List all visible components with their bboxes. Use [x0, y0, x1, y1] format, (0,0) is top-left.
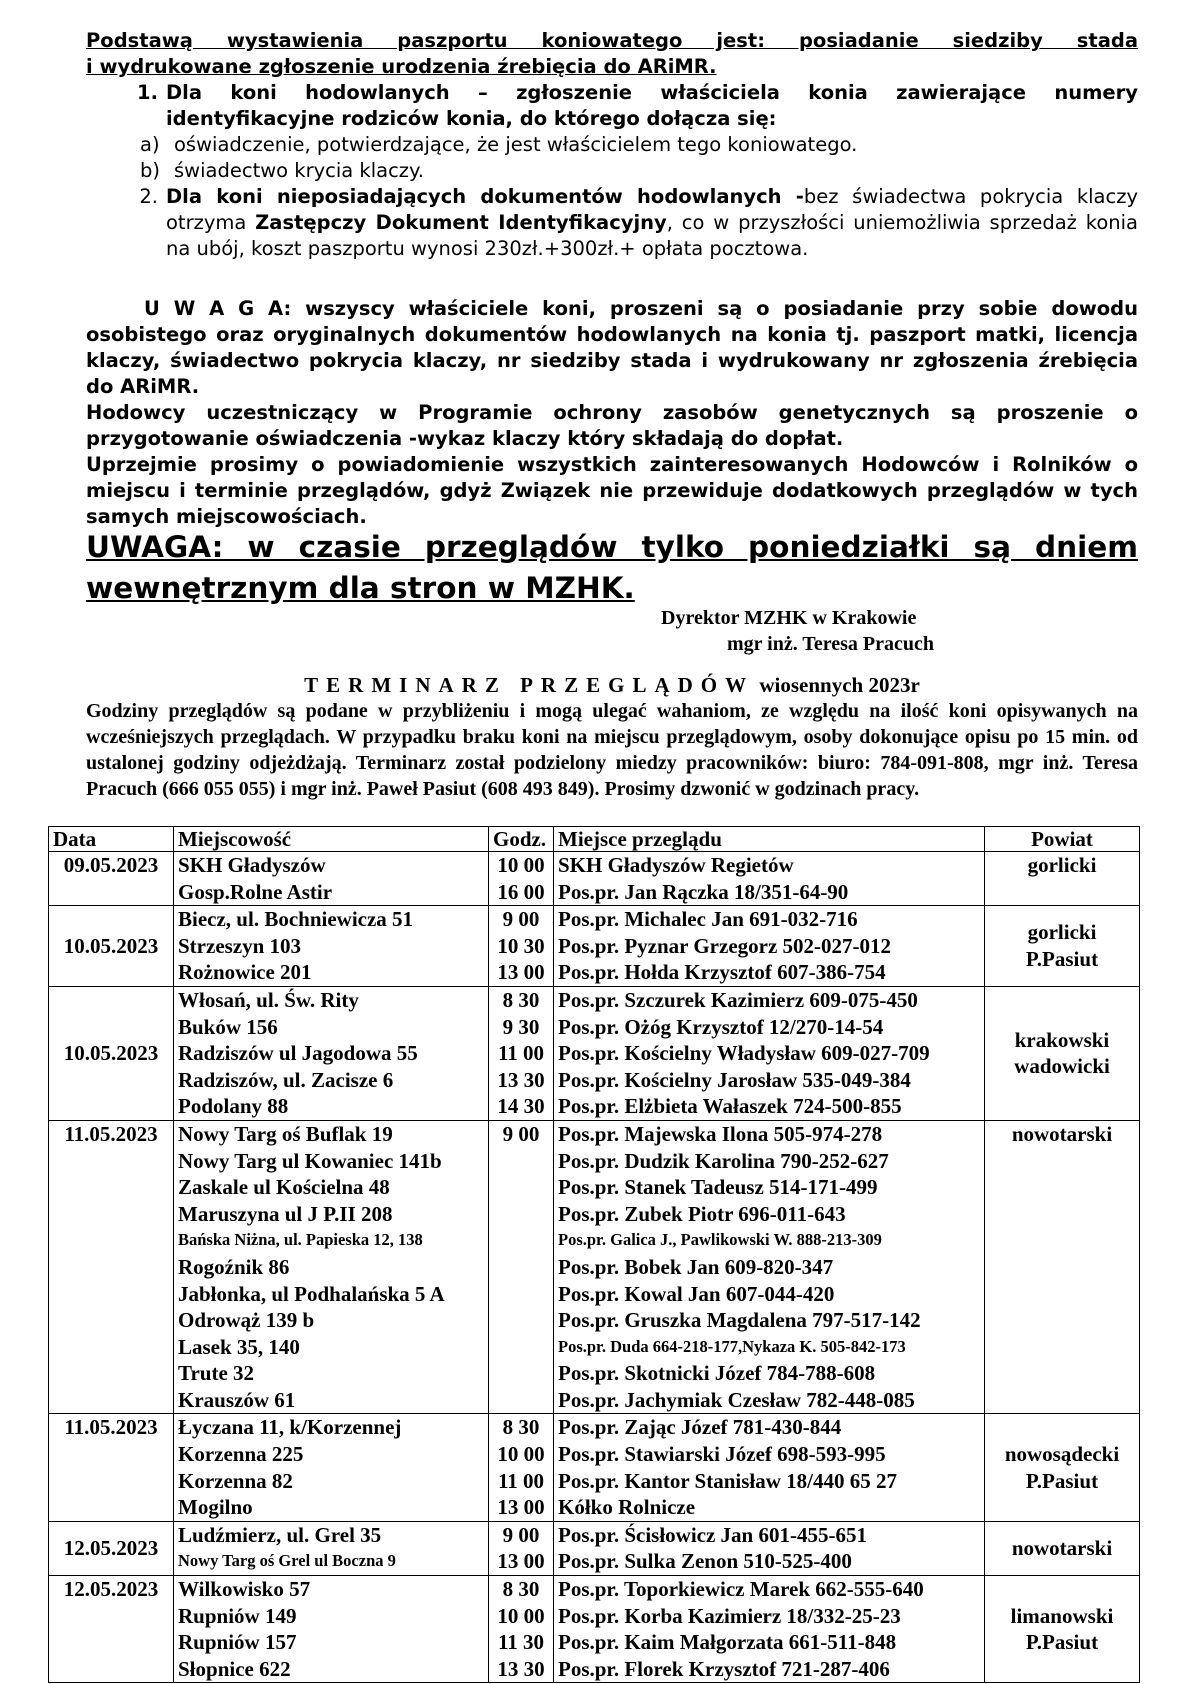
hour-text: 10 30	[497, 933, 545, 958]
date-text: 12.05.2023	[63, 1577, 159, 1602]
cell-date	[49, 986, 174, 1120]
powiat-text: limanowski	[1010, 1603, 1114, 1628]
cell-spot	[554, 986, 985, 1120]
cell-hour	[489, 1120, 554, 1414]
cell-place	[174, 986, 489, 1120]
hour-text: 13 00	[497, 1495, 545, 1520]
powiat-text: gorlicki	[1027, 920, 1097, 945]
hour-text: 13 30	[497, 1656, 545, 1681]
requirement-item-1	[86, 80, 1138, 132]
spot-text: Pos.pr. Majewska Ilona 505-974-278	[558, 1121, 883, 1146]
notice-paragraph-1: U W A G A: wszyscy właściciele koni, proszeni są o posiadanie przy sobie dowodu osobistego oraz oryginalnych dokumentów hodowlanych na konia tj. paszport matki, licencja klaczy, świadectwo pokrycia klaczy, nr siedziby stada i wydrukowany nr zgłoszenia źrebięcia do ARiMR.	[86, 297, 1138, 398]
item-bold-doc: Zastępczy Dokument Identyfikacyjny	[255, 211, 667, 234]
schedule-title-rest: wiosennych 2023r	[754, 673, 920, 697]
table-row	[49, 1120, 1140, 1414]
place-text: Rupniów 157	[178, 1630, 297, 1655]
place-text: Korzenna 82	[178, 1468, 293, 1493]
spot-text: Pos.pr. Stanek Tadeusz 514-171-499	[558, 1175, 878, 1200]
spot-text: Pos.pr. Stawiarski Józef 698-593-995	[558, 1442, 886, 1467]
place-text: Krauszów 61	[178, 1387, 296, 1412]
place-text: Podolany 88	[178, 1094, 289, 1119]
spot-text: Pos.pr. Bobek Jan 609-820-347	[558, 1254, 834, 1279]
cell-spot	[554, 1576, 985, 1683]
place-text: Jabłonka, ul Podhalańska 5 A	[178, 1281, 445, 1306]
cell-spot	[554, 1414, 985, 1521]
cell-spot	[554, 1521, 985, 1575]
cell-place	[174, 852, 489, 906]
header-hour: Godz.	[489, 827, 554, 852]
hour-text: 16 00	[497, 879, 545, 904]
hour-text: 9 00	[502, 1522, 540, 1547]
cell-place	[174, 1576, 489, 1683]
schedule-note: Godziny przeglądów są podane w przybliżeniu i mogą ulegać wahaniom, ze względu na ilość koni opisywanych na wcześniejszych przeglądach. W przypadku braku koni na miejscu przeglądowym, osoby dokonujące opisu po 15 min. od ustalonej godziny odjeżdżają. Terminarz został podzielony miedzy pracowników: biuro: 784-091-808, mgr inż. Teresa Pracuch (666 055 055) i mgr inż. Paweł Pasiut (608 493 849). Prosimy dzwonić w godzinach pracy.	[86, 700, 1138, 800]
cell-place	[174, 1120, 489, 1414]
cell-hour	[489, 986, 554, 1120]
sub-text: oświadczenie, potwierdzające, że jest właścicielem tego koniowatego.	[174, 133, 858, 156]
header-powiat: Powiat	[985, 827, 1140, 852]
hour-text: 8 30	[502, 1415, 540, 1440]
header-date: Data	[49, 827, 174, 852]
powiat-text: krakowski	[1014, 1027, 1110, 1052]
spot-text: Pos.pr. Hołda Krzysztof 607-386-754	[558, 960, 886, 985]
spot-text: Kółko Rolnicze	[558, 1495, 696, 1520]
place-text: Wilkowisko 57	[178, 1577, 311, 1602]
hour-text: 11 00	[497, 1041, 545, 1066]
item-text: Dla koni hodowlanych – zgłoszenie właściciela konia zawierające numery identyfikacyjne rodziców konia, do którego dołącza się:	[166, 81, 1138, 130]
place-text: Nowy Targ ul Kowaniec 141b	[178, 1148, 442, 1173]
hour-text: 13 00	[497, 960, 545, 985]
cell-powiat	[985, 852, 1140, 906]
place-text: Strzeszyn 103	[178, 933, 302, 958]
spot-text: Pos.pr. Skotnicki Józef 784-788-608	[558, 1361, 876, 1386]
place-text: Nowy Targ oś Buflak 19	[178, 1121, 393, 1146]
place-text: Lasek 35, 140	[178, 1334, 300, 1359]
signature-title: Dyrektor MZHK w Krakowie	[661, 607, 917, 629]
signature-name: mgr inż. Teresa Pracuch	[727, 633, 935, 655]
spot-text: Pos.pr. Kościelny Jarosław 535-049-384	[558, 1067, 911, 1092]
item-number: 1.	[137, 81, 158, 104]
sub-text: świadectwo krycia klaczy.	[174, 159, 425, 182]
hour-text: 10 00	[497, 1603, 545, 1628]
spot-text: Pos.pr. Elżbieta Wałaszek 724-500-855	[558, 1094, 902, 1119]
cell-hour	[489, 1414, 554, 1521]
table-row	[49, 1521, 1140, 1575]
spot-text: Pos.pr. Dudzik Karolina 790-252-627	[558, 1148, 889, 1173]
table-row	[49, 1576, 1140, 1683]
place-text: Odrowąż 139 b	[178, 1308, 315, 1333]
spot-text: Pos.pr. Florek Krzysztof 721-287-406	[558, 1656, 890, 1681]
date-text: 10.05.2023	[63, 933, 159, 958]
date-text: 10.05.2023	[63, 1041, 159, 1066]
spot-text: Pos.pr. Kościelny Władysław 609-027-709	[558, 1041, 930, 1066]
spot-text: Pos.pr. Michalec Jan 691-032-716	[558, 907, 858, 932]
powiat-text: P.Pasiut	[1025, 947, 1099, 972]
place-text: Maruszyna ul J P.II 208	[178, 1201, 393, 1226]
item-text-part: bez świadectwa pokrycia klaczy otrzyma	[166, 185, 1138, 234]
place-text: Ludźmierz, ul. Grel 35	[178, 1522, 382, 1547]
powiat-text: wadowicki	[1014, 1054, 1110, 1079]
spot-text: Pos.pr. Zubek Piotr 696-011-643	[558, 1201, 846, 1226]
header-spot: Miejsce przeglądu	[554, 827, 985, 852]
hour-text: 11 00	[497, 1468, 545, 1493]
cell-spot	[554, 852, 985, 906]
hour-text: 14 30	[497, 1094, 545, 1119]
powiat-text: P.Pasiut	[1025, 1630, 1099, 1655]
cell-date	[49, 1576, 174, 1683]
schedule-body	[49, 852, 1140, 1683]
spot-text: Pos.pr. Duda 664-218-177,Nykaza K. 505-842-173	[558, 1336, 906, 1356]
place-text: Radziszów, ul. Zacisze 6	[178, 1067, 394, 1092]
cell-date	[49, 1120, 174, 1414]
date-text: 09.05.2023	[63, 853, 159, 877]
place-text: SKH Gładyszów	[178, 853, 326, 877]
place-text: Mogilno	[178, 1495, 253, 1520]
date-text: 11.05.2023	[64, 1415, 158, 1440]
spot-text: Pos.pr. Kaim Małgorzata 661-511-848	[558, 1630, 897, 1655]
spot-text: SKH Gładyszów Regietów	[558, 853, 794, 877]
cell-hour	[489, 1521, 554, 1575]
table-row	[49, 906, 1140, 987]
spot-text: Pos.pr. Pyznar Grzegorz 502-027-012	[558, 933, 892, 958]
table-header-row	[49, 827, 1140, 852]
monday-notice: UWAGA: w czasie przeglądów tylko poniedziałki są dniem wewnętrznym dla stron w MZHK.	[86, 530, 1138, 605]
spot-text: Pos.pr. Zając Józef 781-430-844	[558, 1415, 842, 1440]
hour-text: 9 30	[502, 1014, 540, 1039]
sub-letter: a)	[140, 133, 160, 156]
hour-text: 9 00	[502, 1121, 540, 1146]
requirements-section	[86, 28, 1138, 262]
hour-text: 11 30	[497, 1630, 545, 1655]
cell-date	[49, 1521, 174, 1575]
hour-text: 8 30	[502, 1577, 540, 1602]
cell-powiat	[985, 1414, 1140, 1521]
powiat-text: nowosądecki	[1004, 1442, 1120, 1467]
place-text: Rupniów 149	[178, 1603, 297, 1628]
place-text: Słopnice 622	[178, 1656, 291, 1681]
cell-powiat	[985, 1576, 1140, 1683]
cell-date	[49, 852, 174, 906]
place-text: Bańska Niżna, ul. Papieska 12, 138	[178, 1230, 423, 1250]
hour-text: 13 30	[497, 1067, 545, 1092]
place-text: Korzenna 225	[178, 1442, 304, 1467]
table-row	[49, 852, 1140, 906]
requirement-sub-a	[86, 132, 1138, 158]
item-text	[166, 184, 1138, 262]
requirement-item-2	[86, 184, 1138, 262]
place-text: Rożnowice 201	[178, 960, 312, 985]
hour-text: 10 00	[497, 1442, 545, 1467]
schedule-title	[86, 672, 1138, 698]
table-row	[49, 986, 1140, 1120]
place-text: Rogoźnik 86	[178, 1254, 290, 1279]
spot-text: Pos.pr. Kowal Jan 607-044-420	[558, 1281, 835, 1306]
notice-paragraph-2: Hodowcy uczestniczący w Programie ochrony zasobów genetycznych są proszenie o przygotowanie oświadczenia -wykaz klaczy który składają do dopłat.	[86, 401, 1138, 450]
cell-hour	[489, 1576, 554, 1683]
cell-date	[49, 1414, 174, 1521]
schedule-table	[48, 826, 1140, 1683]
date-text: 11.05.2023	[64, 1121, 158, 1146]
notice-section	[86, 296, 1138, 530]
hour-text: 13 00	[497, 1549, 545, 1574]
cell-place	[174, 1521, 489, 1575]
hour-text: 8 30	[502, 987, 540, 1012]
spot-text: Pos.pr. Sulka Zenon 510-525-400	[558, 1549, 852, 1574]
spot-text: Pos.pr. Jan Rączka 18/351-64-90	[558, 879, 849, 904]
place-text: Biecz, ul. Bochniewicza 51	[178, 907, 414, 932]
place-text: Nowy Targ oś Grel ul Boczna 9	[178, 1551, 396, 1571]
spot-text: Pos.pr. Ożóg Krzysztof 12/270-14-54	[558, 1014, 884, 1039]
spot-text: Pos.pr. Szczurek Kazimierz 609-075-450	[558, 987, 918, 1012]
item-number: 2.	[139, 185, 158, 208]
requirement-sub-b	[86, 158, 1138, 184]
spot-text: Pos.pr. Ścisłowicz Jan 601-455-651	[558, 1522, 867, 1547]
spot-text: Pos.pr. Gruszka Magdalena 797-517-142	[558, 1308, 921, 1333]
place-text: Zaskale ul Kościelna 48	[178, 1175, 390, 1200]
hour-text: 9 00	[502, 907, 540, 932]
cell-hour	[489, 852, 554, 906]
spot-text: Pos.pr. Toporkiewicz Marek 662-555-640	[558, 1577, 924, 1602]
cell-place	[174, 1414, 489, 1521]
place-text: Włosań, ul. Św. Rity	[178, 987, 359, 1012]
powiat-text: nowotarski	[1011, 1121, 1113, 1146]
place-text: Radziszów ul Jagodowa 55	[178, 1041, 418, 1066]
powiat-text: nowotarski	[1011, 1536, 1113, 1561]
spot-text: Pos.pr. Galica J., Pawlikowski W. 888-213-309	[558, 1230, 882, 1250]
header-place: Miejscowość	[174, 827, 489, 852]
cell-spot	[554, 1120, 985, 1414]
cell-date	[49, 906, 174, 987]
spot-text: Pos.pr. Kantor Stanisław 18/440 65 27	[558, 1468, 897, 1493]
item-bold: Dla koni nieposiadających dokumentów hodowlanych -	[166, 185, 804, 208]
item-text-part: , co w przyszłości uniemożliwia sprzedaż konia na ubój, koszt paszportu wynosi 230zł.+300zł.+ opłata pocztowa.	[166, 211, 1139, 260]
cell-hour	[489, 906, 554, 987]
cell-powiat	[985, 1521, 1140, 1575]
place-text: Gosp.Rolne Astir	[178, 879, 333, 904]
powiat-text: P.Pasiut	[1025, 1468, 1099, 1493]
cell-place	[174, 906, 489, 987]
hour-text: 10 00	[497, 853, 545, 877]
cell-spot	[554, 906, 985, 987]
cell-powiat	[985, 906, 1140, 987]
requirements-heading-line2: i wydrukowane zgłoszenie urodzenia źrebięcia do ARiMR.	[86, 55, 717, 78]
requirements-heading-line1: Podstawą wystawienia paszportu koniowatego jest: posiadanie siedziby stada	[86, 29, 1138, 52]
spot-text: Pos.pr. Jachymiak Czesław 782-448-085	[558, 1387, 915, 1412]
powiat-text: gorlicki	[1027, 853, 1097, 877]
date-text: 12.05.2023	[63, 1536, 159, 1561]
table-row	[49, 1414, 1140, 1521]
spot-text: Pos.pr. Korba Kazimierz 18/332-25-23	[558, 1603, 901, 1628]
place-text: Trute 32	[178, 1361, 255, 1386]
place-text: Buków 156	[178, 1014, 278, 1039]
schedule-title-spaced: TERMINARZ PRZEGLĄDÓW	[304, 673, 755, 697]
cell-powiat	[985, 986, 1140, 1120]
cell-powiat	[985, 1120, 1140, 1414]
notice-paragraph-3: Uprzejmie prosimy o powiadomienie wszystkich zainteresowanych Hodowców i Rolników o miejscu i terminie przeglądów, gdyż Związek nie przewiduje dodatkowych przeglądów w tych samych miejscowościach.	[86, 453, 1138, 528]
sub-letter: b)	[140, 159, 160, 182]
place-text: Łyczana 11, k/Korzennej	[178, 1415, 402, 1440]
